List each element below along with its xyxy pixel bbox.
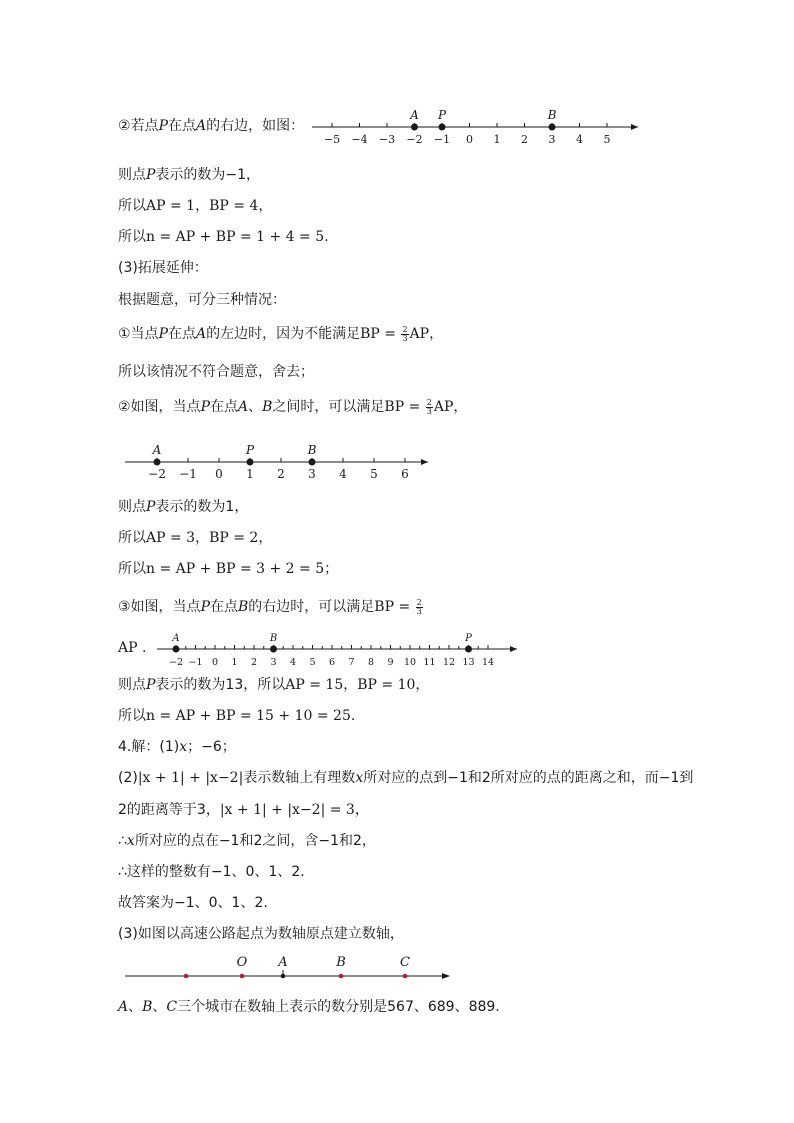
text: ；−6； xyxy=(187,739,236,755)
tick-label: −4 xyxy=(351,133,368,146)
p-value-line-2 xyxy=(118,497,248,517)
tick-label: 5 xyxy=(370,467,378,481)
intro-text-2: 在点 xyxy=(167,118,196,134)
fraction xyxy=(416,599,423,616)
var-x: x xyxy=(126,833,135,849)
point-label: O xyxy=(236,955,248,970)
var-x: x xyxy=(179,739,188,755)
frac-num: 2 xyxy=(416,597,422,607)
text: 三个城市在数轴上表示的数分别是567、689、889. xyxy=(177,999,500,1015)
tick-label: 4 xyxy=(576,133,583,146)
tick-label: 2 xyxy=(250,657,258,668)
axis-arrow xyxy=(631,124,638,130)
var-A: A xyxy=(237,399,249,415)
var-B: B xyxy=(237,599,249,615)
intro-text-3: 的右边，如图： xyxy=(206,118,305,134)
text: 则点 xyxy=(118,167,146,183)
point-label: P xyxy=(465,633,472,644)
frac-den: 3 xyxy=(416,606,422,616)
frac-den: 3 xyxy=(426,406,432,416)
var-P: P xyxy=(200,599,210,615)
text: 4.解：(1) xyxy=(118,739,180,755)
number-line-2 xyxy=(120,435,440,480)
point-dot xyxy=(270,646,277,653)
axis-dot xyxy=(184,974,189,979)
extension-heading: (3)拓展延伸： xyxy=(118,260,208,276)
var-P: P xyxy=(146,677,156,693)
cases-line: 根据题意，可分三种情况： xyxy=(118,292,286,308)
frac-num: 2 xyxy=(426,397,432,407)
p-value-line-3 xyxy=(118,675,429,695)
case3-ap: AP . xyxy=(118,640,147,656)
tick-label: −1 xyxy=(179,467,197,481)
point-label: A xyxy=(278,955,288,970)
tick-label: 4 xyxy=(289,657,297,668)
point-dot xyxy=(247,459,254,466)
number-line-1 xyxy=(310,104,650,149)
q4-part2-line xyxy=(118,768,693,788)
tick-label: −3 xyxy=(378,133,396,146)
var-P: P xyxy=(158,326,168,342)
axis-arrow xyxy=(421,459,428,465)
point-label: B xyxy=(307,443,317,457)
var-P: P xyxy=(146,167,156,183)
text: 在点 xyxy=(209,599,238,615)
text: 、 xyxy=(128,999,143,1015)
point-label: B xyxy=(547,108,557,122)
var-A: A xyxy=(195,326,207,342)
var-A: A xyxy=(195,118,207,134)
point-label: A xyxy=(410,108,419,122)
tick-label: 1 xyxy=(493,133,501,146)
case2-intro-line xyxy=(118,116,304,136)
point-label: B xyxy=(269,633,278,644)
tick-label: 14 xyxy=(481,657,495,668)
number-line-4 xyxy=(120,950,460,990)
tick-label: 11 xyxy=(423,657,436,668)
text: ∴ xyxy=(118,833,127,849)
tick-label: 5 xyxy=(309,657,316,668)
math-expr: n = AP + BP = 15 + 10 = 25. xyxy=(146,708,356,724)
math-expr: AP = 15，BP = 10， xyxy=(285,677,430,693)
tick-label: 8 xyxy=(367,657,375,668)
point-dot xyxy=(411,124,418,131)
text: 的右边时，可以满足 xyxy=(248,599,375,615)
tick-label: 0 xyxy=(466,133,473,146)
text: 所对应的点到−1和2所对应的点的距离之和，而−1到 xyxy=(363,770,694,786)
point-dot xyxy=(173,646,180,653)
circled-number-2: ② xyxy=(118,118,131,134)
text: 表示的数为−1， xyxy=(155,167,261,183)
text: ②如图，当点 xyxy=(118,399,201,415)
axis-arrow xyxy=(442,973,450,979)
text: 表示数轴上有理数 xyxy=(243,770,356,786)
text: 在点 xyxy=(209,399,238,415)
point-label: P xyxy=(437,108,447,122)
tick-label: −5 xyxy=(323,133,341,146)
tick-label: 9 xyxy=(387,657,394,668)
point-dot xyxy=(309,459,316,466)
q4-answer: 故答案为−1、0、1、2. xyxy=(118,895,268,911)
tick-label: 2 xyxy=(521,133,528,146)
n-line-2 xyxy=(118,559,338,579)
math-expr: |x + 1| + |x−2| = 3， xyxy=(219,802,369,818)
intro-text-1: 若点 xyxy=(130,118,159,134)
point-dot xyxy=(154,459,161,466)
case1-line xyxy=(118,324,443,344)
fraction xyxy=(401,326,408,343)
tick-label: 1 xyxy=(231,657,238,668)
case2-line xyxy=(118,397,467,417)
text: 所以 xyxy=(118,229,146,245)
tick-label: −2 xyxy=(406,133,423,146)
tick-label: 6 xyxy=(328,657,336,668)
point-label: A xyxy=(152,443,162,457)
p-value-line-1 xyxy=(118,165,260,185)
case1-conclusion: 所以该情况不符合题意，舍去； xyxy=(118,364,314,380)
text: 则点 xyxy=(118,677,146,693)
text: ， xyxy=(453,399,468,415)
ap-bp-line-1 xyxy=(118,196,272,216)
fraction xyxy=(426,399,433,416)
tick-label: 3 xyxy=(270,657,277,668)
point-label: A xyxy=(172,633,180,644)
q4-therefore-2: ∴这样的整数有−1、0、1、2. xyxy=(118,864,305,880)
text: 的左边时，因为不能满足 xyxy=(206,326,361,342)
tick-label: 12 xyxy=(442,657,456,668)
text: 在点 xyxy=(167,326,196,342)
math-expr: BP = xyxy=(384,399,425,415)
q4-part2-line-b xyxy=(118,800,369,820)
math-expr: BP = xyxy=(360,326,401,342)
var-B: B xyxy=(262,399,273,415)
text: 所以 xyxy=(118,708,146,724)
tick-label: −2 xyxy=(148,467,166,481)
text: 所以 xyxy=(118,561,146,577)
axis-arrow xyxy=(510,646,517,652)
tick-label: 6 xyxy=(401,467,409,481)
math-expr: n = AP + BP = 3 + 2 = 5； xyxy=(146,561,339,577)
q4-therefore-1 xyxy=(118,831,376,851)
var-A: A xyxy=(118,999,129,1015)
text: (2) xyxy=(118,770,138,786)
n-line-3 xyxy=(118,706,355,726)
point-label: P xyxy=(245,443,255,457)
q4-final-line xyxy=(118,997,500,1017)
var-C: C xyxy=(166,999,178,1015)
tick-label: 7 xyxy=(348,657,355,668)
var-x: x xyxy=(355,770,364,786)
math-expr: AP xyxy=(409,326,430,342)
point-dot xyxy=(439,124,446,131)
tick-label: 10 xyxy=(403,657,417,668)
var-B: B xyxy=(142,999,153,1015)
axis-dot xyxy=(403,974,408,979)
var-P: P xyxy=(200,399,210,415)
math-expr: BP = xyxy=(374,599,415,615)
math-expr: |x + 1| + |x−2| xyxy=(137,770,244,786)
q4-line xyxy=(118,737,236,757)
math-expr: AP = 1，BP = 4， xyxy=(146,198,273,214)
point-label: B xyxy=(336,955,346,970)
axis-dot xyxy=(339,974,344,979)
ap-bp-line-2 xyxy=(118,528,272,548)
math-expr: AP = 3，BP = 2， xyxy=(146,530,273,546)
point-dot xyxy=(549,124,556,131)
tick-label: 3 xyxy=(308,467,316,481)
tick-label: 2 xyxy=(277,467,285,481)
tick-label: 4 xyxy=(339,467,347,481)
point-dot xyxy=(465,646,472,653)
text: ， xyxy=(429,326,444,342)
case3-line xyxy=(118,597,424,617)
text: 、 xyxy=(152,999,167,1015)
tick-label: 5 xyxy=(603,133,611,146)
text: ①当点 xyxy=(118,326,159,342)
tick-label: 0 xyxy=(211,657,219,668)
tick-label: −1 xyxy=(433,133,451,146)
frac-den: 3 xyxy=(402,333,408,343)
number-line-3 xyxy=(155,628,525,668)
text: 表示的数为13，所以 xyxy=(155,677,286,693)
axis-dot xyxy=(240,974,245,979)
tick-label: 1 xyxy=(246,467,254,481)
tick-label: −1 xyxy=(188,657,203,668)
math-expr: AP xyxy=(433,399,454,415)
tick-label: −2 xyxy=(168,657,184,668)
text: ③如图，当点 xyxy=(118,599,201,615)
text: 之间时，可以满足 xyxy=(272,399,385,415)
text: 表示的数为1， xyxy=(155,499,249,515)
tick-label: 3 xyxy=(548,133,556,146)
tick-label: 0 xyxy=(215,467,223,481)
text: 2的距离等于3， xyxy=(118,802,220,818)
text: 则点 xyxy=(118,499,146,515)
q4-part3-line: (3)如图以高速公路起点为数轴原点建立数轴， xyxy=(118,926,404,942)
text: 所对应的点在−1和2之间，含−1和2， xyxy=(134,833,376,849)
tick-label: 13 xyxy=(462,657,475,668)
math-expr: n = AP + BP = 1 + 4 = 5. xyxy=(146,229,329,245)
n-line-1 xyxy=(118,227,329,247)
text: 所以 xyxy=(118,198,146,214)
var-P: P xyxy=(158,118,168,134)
text: 、 xyxy=(248,399,263,415)
point-label: C xyxy=(400,955,410,970)
frac-num: 2 xyxy=(402,324,408,334)
text: 所以 xyxy=(118,530,146,546)
var-P: P xyxy=(146,499,156,515)
